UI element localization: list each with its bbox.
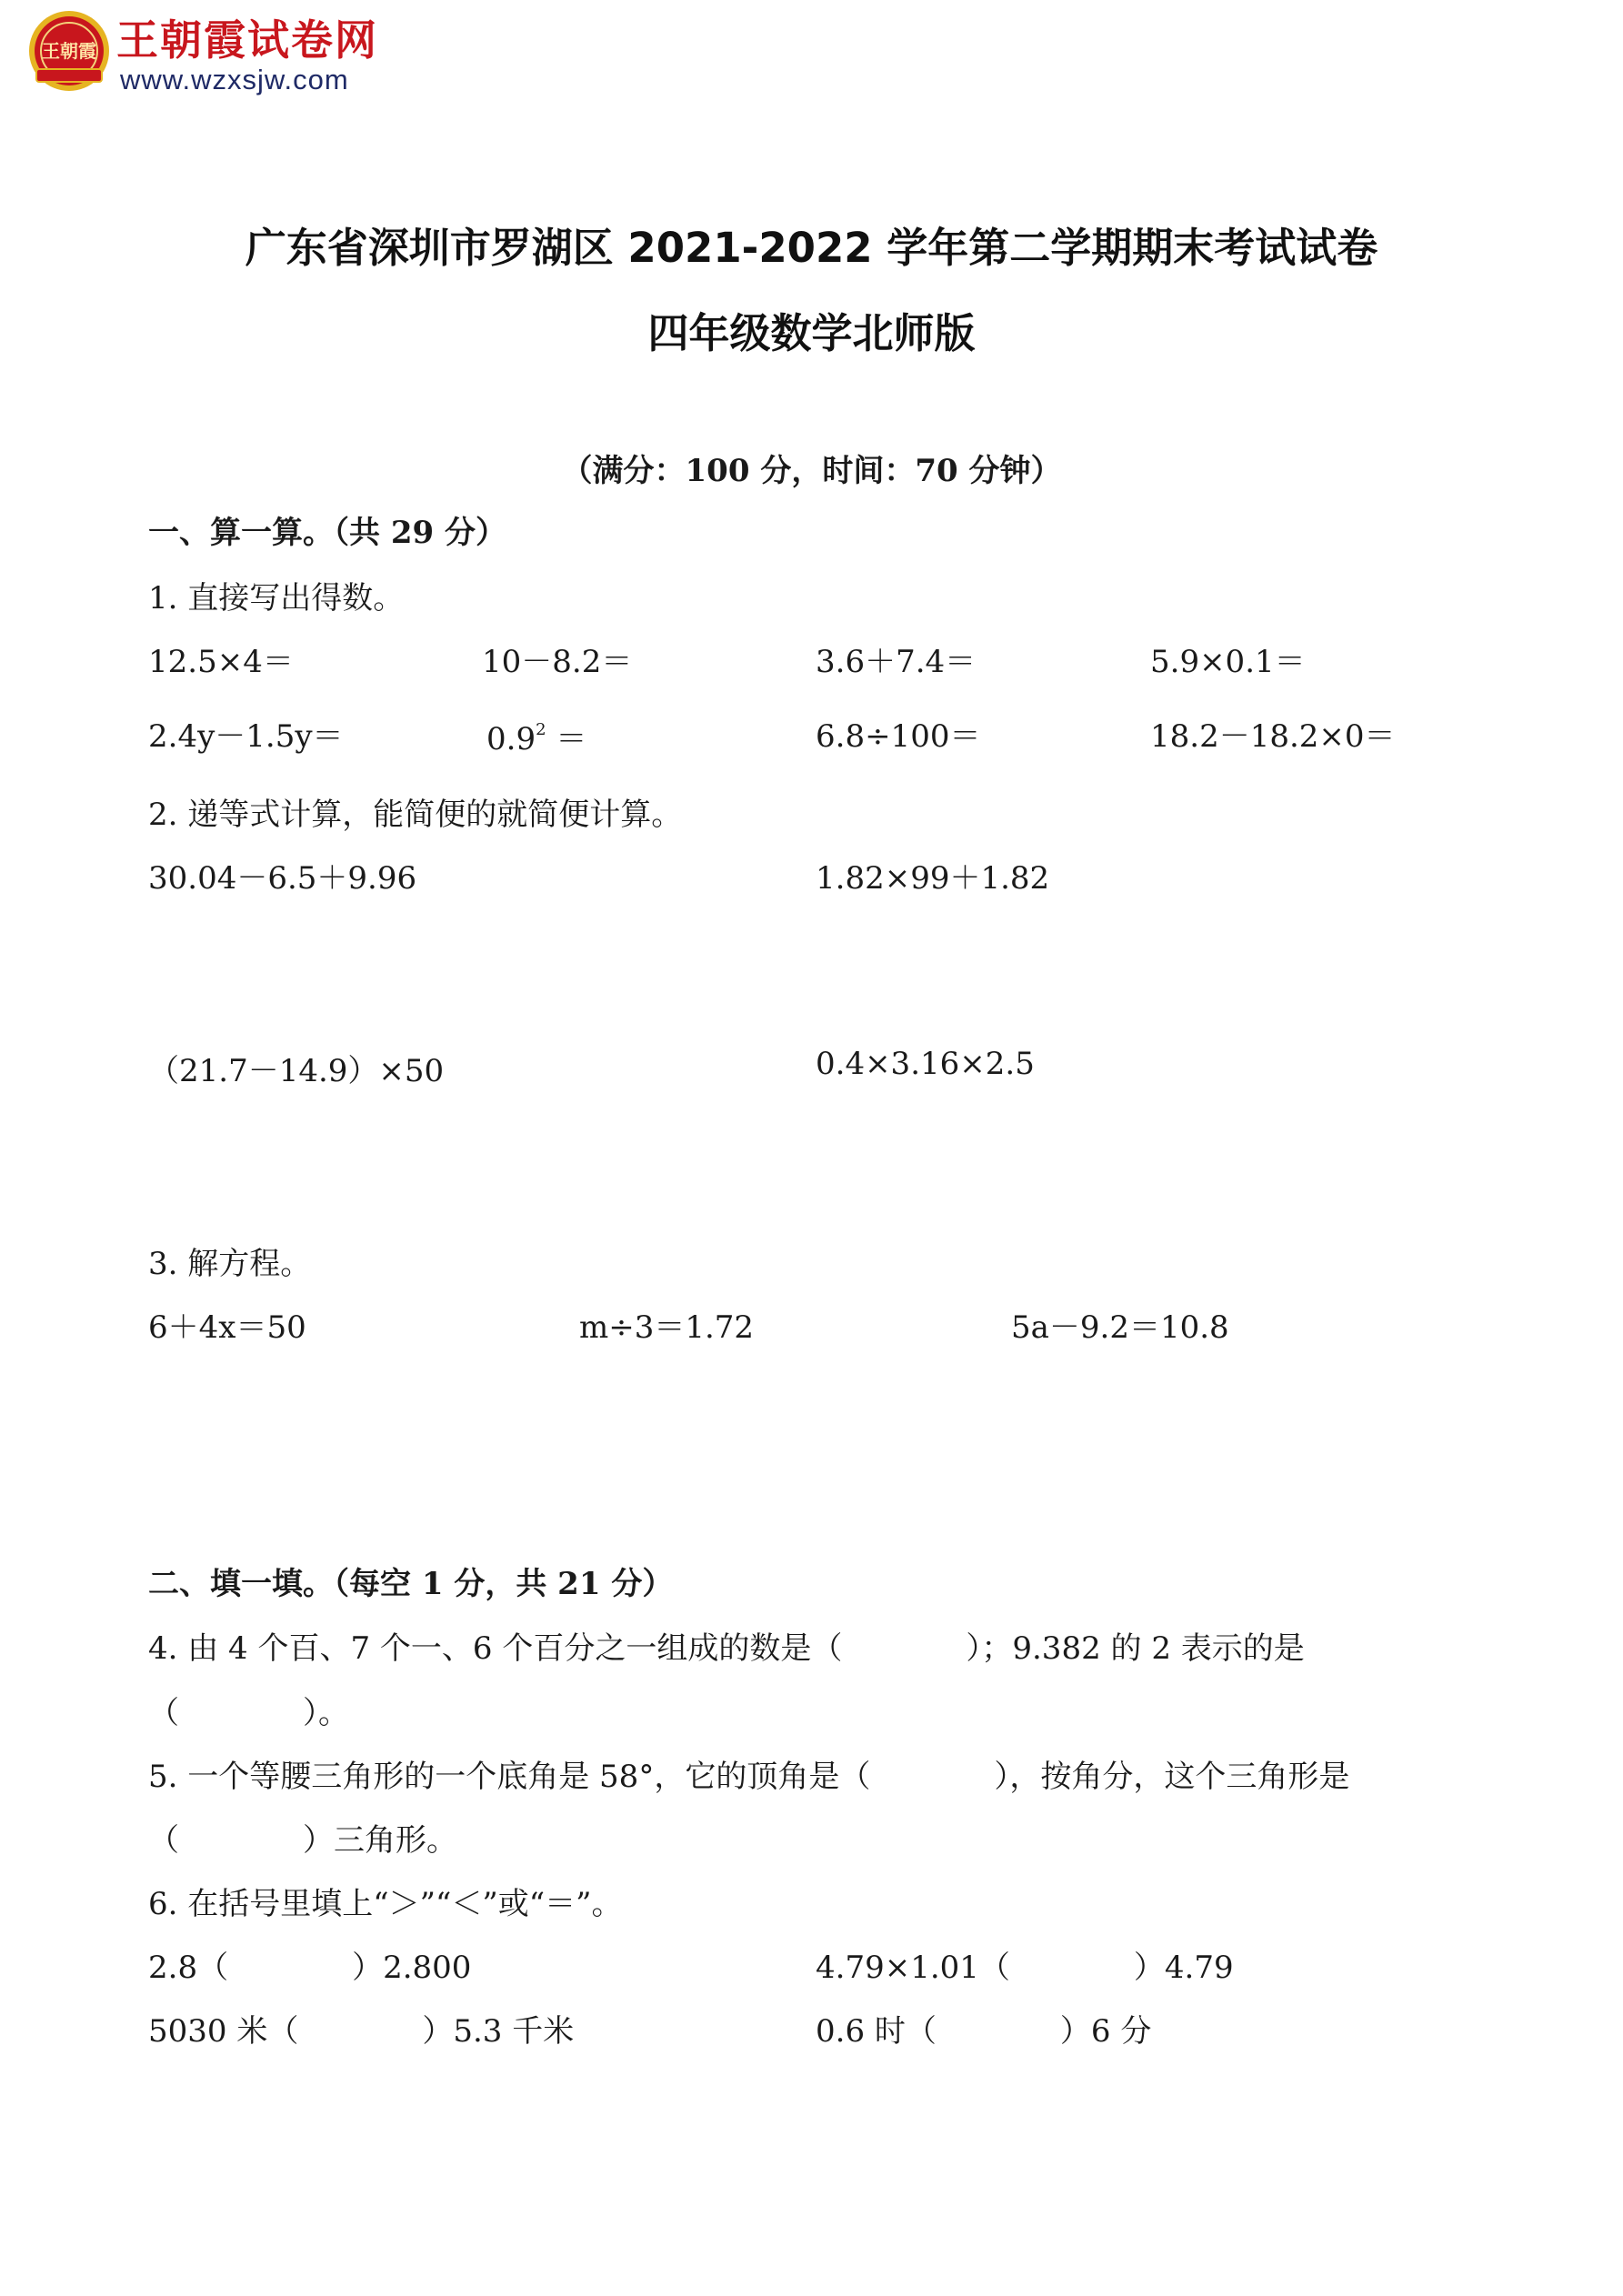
calc-item: 30.04－6.5＋9.96 [148,860,417,897]
compare-item: 2.8（ ）2.800 [148,1950,472,1986]
calc-item: 3.6＋7.4＝ [816,644,977,680]
calc-item: 5.9×0.1＝ [1150,644,1306,680]
power-base: 0.9 [486,721,536,757]
exam-subtitle: 四年级数学北师版 [647,309,976,357]
compare-item: 4.79×1.01（ ）4.79 [816,1950,1234,1986]
power-equals: ＝ [546,721,587,757]
calc-item: 6.8÷100＝ [816,718,981,755]
calc-item: 12.5×4＝ [148,644,294,680]
brand-url: www.wzxsjw.com [120,64,349,95]
question-3-label: 3. 解方程。 [148,1246,312,1282]
brand-seal-logo [27,9,111,93]
exam-title: 广东省深圳市罗湖区 2021-2022 学年第二学期期末考试试卷 [245,224,1378,272]
question-4-line2: （ ）。 [148,1695,349,1731]
power-exponent: 2 [536,719,546,739]
equation-item: m÷3＝1.72 [579,1309,755,1346]
equation-item: 6＋4x＝50 [148,1309,306,1346]
calc-item-power [486,714,586,758]
section-heading-1: 一、算一算。（共 29 分） [148,515,506,551]
calc-item: 1.82×99＋1.82 [816,860,1050,897]
compare-item: 0.6 时（ ）6 分 [816,2013,1152,2050]
compare-item: 5030 米（ ）5.3 千米 [148,2013,575,2050]
calc-item: （21.7－14.9）×50 [148,1053,445,1089]
calc-item: 10－8.2＝ [482,644,633,680]
question-5-line1: 5. 一个等腰三角形的一个底角是 58°，它的顶角是（ ），按角分，这个三角形是 [148,1759,1350,1795]
calc-item: 0.4×3.16×2.5 [816,1046,1035,1082]
svg-text:王朝霞: 王朝霞 [42,40,96,62]
question-6-label: 6. 在括号里填上“＞”“＜”或“＝”。 [148,1886,623,1922]
question-2-label: 2. 递等式计算，能简便的就简便计算。 [148,797,683,833]
score-time-info: （满分：100 分，时间：70 分钟） [561,453,1062,489]
question-4-line1: 4. 由 4 个百、7 个一、6 个百分之一组成的数是（ ）；9.382 的 2 表示的是 [148,1630,1305,1667]
section-heading-2: 二、填一填。（每空 1 分，共 21 分） [148,1566,674,1602]
question-5-line2: （ ）三角形。 [148,1822,457,1859]
question-1-label: 1. 直接写出得数。 [148,580,405,617]
brand-name: 王朝霞试卷网 [116,15,378,65]
equation-item: 5a－9.2＝10.8 [1011,1309,1229,1346]
calc-item: 18.2－18.2×0＝ [1150,718,1396,755]
calc-item: 2.4y－1.5y＝ [148,718,344,755]
